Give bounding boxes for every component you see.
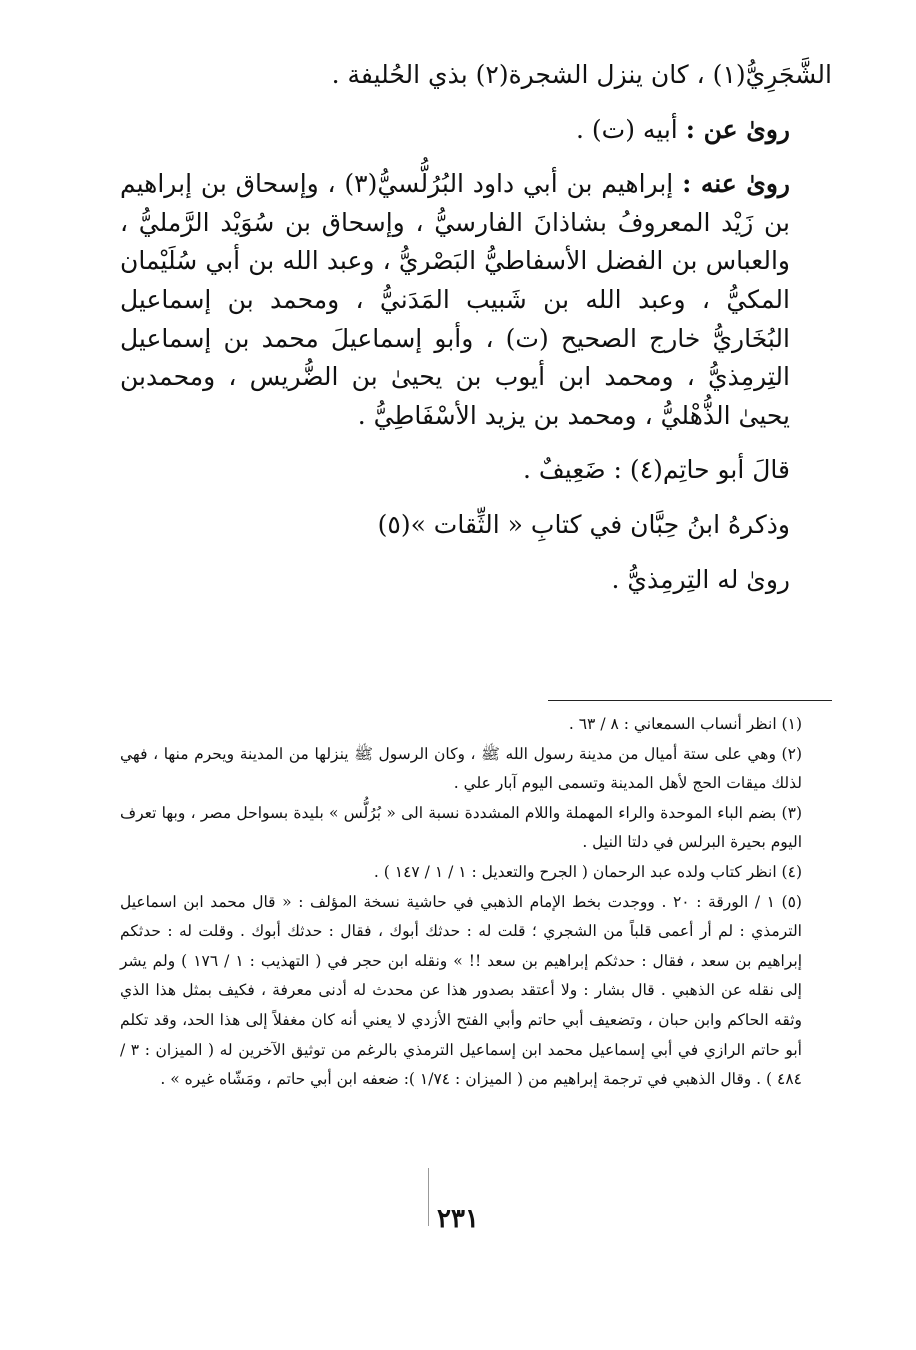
narrators-from-him-paragraph (120, 165, 832, 435)
footnote-separator (548, 700, 832, 701)
narrators-from-him-text: إبراهيم بن أبي داود البُرُلُّسيُّ(٣) ، وإسحاق بن إبراهيم بن زَيْد المعروفُ بشاذانَ الفارسيُّ ، وإسحاق بن سُوَيْد الرَّمليُّ ، والعباس بن الفضل الأسفاطيُّ البَصْريُّ ، وعبد الله بن أبي سُلَيْمان المكيُّ ، وعبد الله بن شَبيب المَدَنيُّ ، ومحمد بن إسماعيل البُخَاريُّ خارج الصحيح (ت) ، وأبو إسماعيلَ محمد بن إسماعيل التِرمِذيُّ ، ومحمد ابن أيوب بن يحيىٰ بن الضُّريس ، ومحمدبن يحيىٰ الذُّهْليُّ ، ومحمد بن يزيد الأسْفَاطِيُّ . (120, 169, 790, 430)
footnotes (120, 710, 832, 1095)
narrated-from-paragraph (120, 111, 832, 150)
narrated-from-label: روىٰ عن : (685, 114, 790, 144)
main-text (120, 56, 832, 599)
footnote-1: (١) انظر أنساب السمعاني : ٨ / ٦٣ . (568, 715, 802, 733)
narrators-from-him-label: روىٰ عنه : (682, 169, 790, 199)
ibn-hibban-mention: وذكرهُ ابنُ حِبَّان في كتابِ « الثِّقات »(٥) (377, 509, 790, 539)
narrated-from-text: أبيه (ت) . (576, 114, 678, 144)
footnote-2: (٢) وهي على ستة أميال من مدينة رسول الله ﷺ ، وكان الرسول ﷺ ينزلها من المدينة ويحرم منها ، فهي لذلك ميقات الحج لأهل المدينة وتسمى اليوم آبار علي . (120, 744, 802, 793)
page-number: ٢٣١ (437, 1204, 479, 1234)
footnote-5: (٥) ١ / الورقة : ٢٠ . ووجدت بخط الإمام الذهبي في حاشية نسخة المؤلف : « قال محمد ابن اسماعيل الترمذي : لم أر أعمى قلباً من الشجري ؛ قلت له : حدثك أبوك ، فقال : حدثك أبوك . وقلت له : حدثكم إبراهيم بن سعد ، فقال : حدثكم إبراهيم بن سعد !! » ونقله ابن حجر في ( التهذيب : ١ / ١٧٦ ) ولم يشر إلى نقله عن الذهبي . قال بشار : ولا أعتقد بصدور هذا عن محدث له أدنى معرفة ، فكيف بمثل هذا الذي وثقه الحاكم وابن حبان ، وتضعيف أبي حاتم وأبي الفتح الأزدي لا يعني أنه كان مغفلاً إلى هذا الحد، وقد تكلم أبو حاتم الرازي في أبي إسماعيل محمد ابن إسماعيل الترمذي بالرغم من توثيق الآخرين له ( الميزان : ٣ / ٤٨٤ ) . وقال الذهبي في ترجمة إبراهيم من ( الميزان : ١/٧٤ ): ضعفه ابن أبي حاتم ، ومَشّاه غيره » . (120, 892, 803, 1089)
tirmidhi-narration: روىٰ له التِرمِذيُّ . (611, 564, 790, 594)
abu-hatim-verdict: قالَ أبو حاتِم(٤) : ضَعِيفٌ . (523, 455, 790, 485)
footnote-3: (٣) بضم الباء الموحدة والراء المهملة واللام المشددة نسبة الى « بُرُلُّس » بليدة بسواحل مصر ، وبها تعرف اليوم بحيرة البرلس في دلتا النيل . (120, 803, 802, 852)
biography-opening-line: الشَّجَرِيُّ(١) ، كان ينزل الشجرة(٢) بذي الحُليفة . (331, 60, 832, 89)
footnote-4: (٤) انظر كتاب ولده عبد الرحمان ( الجرح والتعديل : ١ / ١ / ١٤٧ ) . (373, 862, 802, 881)
